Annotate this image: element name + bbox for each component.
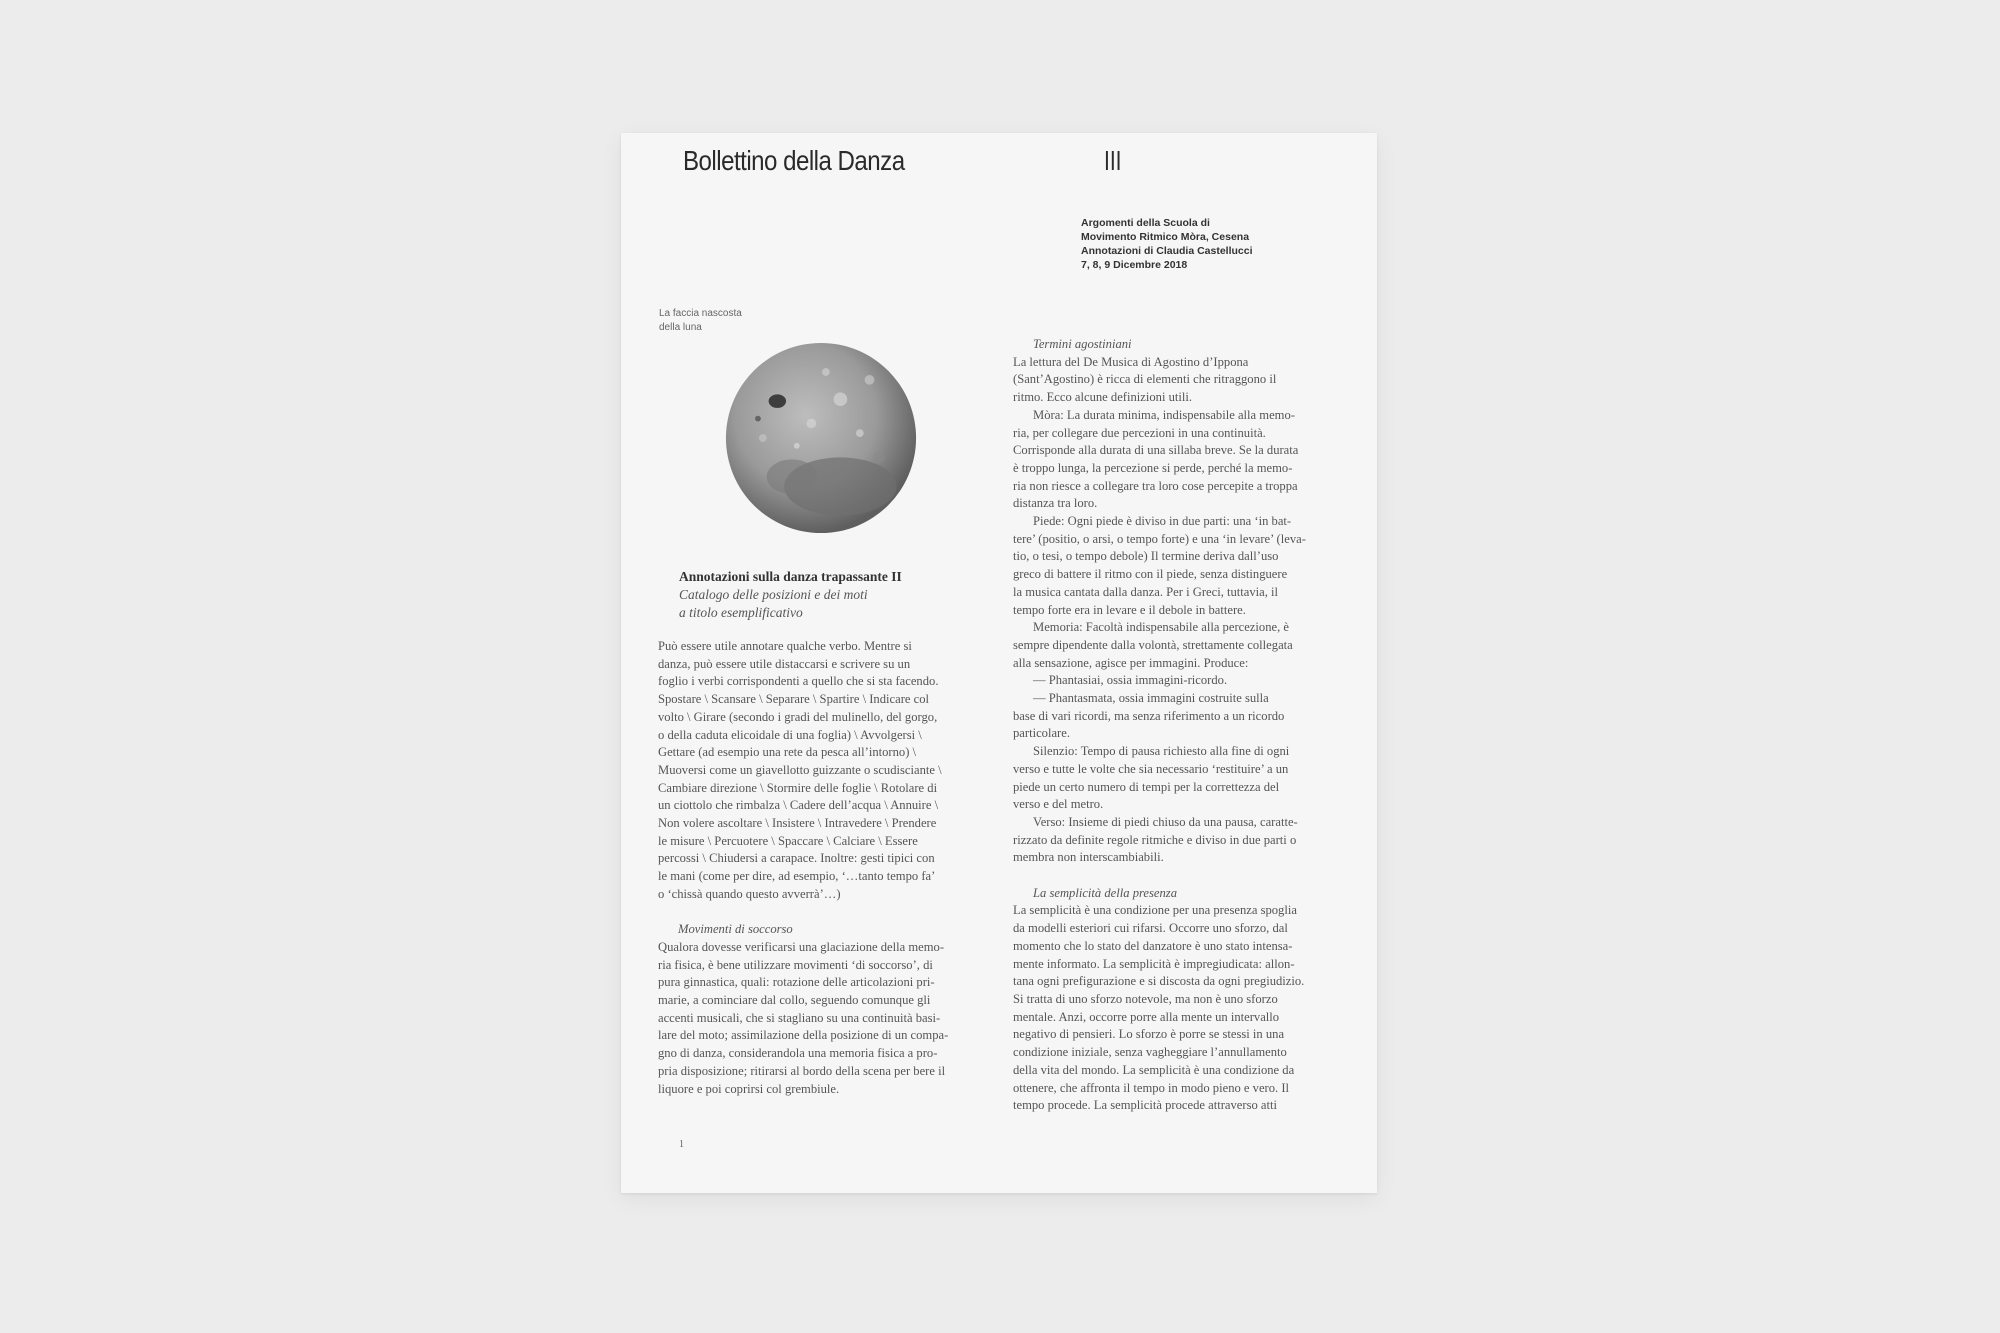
moon-image	[724, 341, 918, 535]
text-line: distanza tra loro.	[1013, 496, 1098, 511]
text-line: verso e del metro.	[1013, 797, 1104, 812]
text-line: lare del moto; assimilazione della posizione di un compa-	[658, 1028, 949, 1043]
text-line: La lettura del De Musica di Agostino d’Ippona	[1013, 354, 1249, 369]
section-title: Termini agostiniani	[1033, 337, 1132, 351]
caption-line: della luna	[659, 322, 702, 333]
text-line: della vita del mondo. La semplicità è una condizione da	[1013, 1062, 1295, 1077]
text-line: marie, a cominciare dal collo, seguendo comunque gli	[658, 993, 931, 1008]
text-line: ria fisica, è bene utilizzare movimenti ‘di soccorso’, di	[658, 957, 933, 972]
text-line: le misure \ Percuotere \ Spaccare \ Calciare \ Essere	[658, 833, 918, 848]
article-title: Annotazioni sulla danza trapassante II	[679, 569, 902, 584]
text-line: Silenzio: Tempo di pausa richiesto alla fine di ogni	[1033, 744, 1290, 759]
list-item: — Phantasiai, ossia immagini-ricordo.	[1033, 673, 1228, 688]
list-item: — Phantasmata, ossia immagini costruite sulla	[1033, 691, 1269, 706]
article-subtitle: a titolo esemplificativo	[679, 605, 803, 620]
issue-number: III	[1104, 145, 1122, 176]
text-line: è troppo lunga, la percezione si perde, perché la memo-	[1013, 460, 1293, 475]
text-line: condizione iniziale, senza vagheggiare l’annullamento	[1013, 1045, 1287, 1060]
text-line: un ciottolo che rimbalza \ Cadere dell’acqua \ Annuire \	[658, 798, 939, 813]
text-line: o della caduta elicoidale di una foglia) \ Avvolgersi \	[658, 727, 922, 742]
text-line: Non volere ascoltare \ Insistere \ Intravedere \ Prendere	[658, 816, 937, 831]
page-title: Bollettino della Danza	[683, 145, 905, 176]
page-number: 1	[679, 1139, 684, 1150]
text-line: verso e tutte le volte che sia necessario ‘restituire’ a un	[1013, 761, 1289, 776]
text-line: accenti musicali, che si stagliano su una continuità basi-	[658, 1010, 941, 1025]
text-line: le mani (come per dire, ad esempio, ‘…tanto tempo fa’	[658, 869, 936, 884]
text-line: volto \ Girare (secondo i gradi del mulinello, del gorgo,	[658, 709, 938, 724]
text-line: pria disposizione; ritirarsi al bordo della scena per bere il	[658, 1063, 946, 1078]
text-line: Spostare \ Scansare \ Separare \ Spartire \ Indicare col	[658, 692, 930, 707]
text-line: ria non riesce a collegare tra loro cose percepite a troppa	[1013, 478, 1298, 493]
text-line: La semplicità è una condizione per una presenza spoglia	[1013, 903, 1297, 918]
text-line: particolare.	[1013, 726, 1070, 741]
text-line: o ‘chissà quando questo avverrà’…)	[658, 886, 841, 901]
right-column	[1013, 336, 1358, 1115]
text-line: Qualora dovesse verificarsi una glaciazione della memo-	[658, 939, 945, 954]
text-line: Può essere utile annotare qualche verbo. Mentre si	[658, 639, 912, 653]
text-line: gno di danza, considerandola una memoria fisica a pro-	[658, 1046, 938, 1061]
text-line: greco di battere il ritmo con il piede, senza distinguere	[1013, 567, 1288, 582]
text-line: Si tratta di uno sforzo notevole, ma non è uno sforzo	[1013, 992, 1278, 1006]
text-line: Mòra: La durata minima, indispensabile alla memo-	[1033, 407, 1295, 422]
text-line: ria, per collegare due percezioni in una continuità.	[1013, 425, 1266, 440]
text-line: membra non interscambiabili.	[1013, 850, 1164, 865]
text-line: alla sensazione, agisce per immagini. Produce:	[1013, 655, 1249, 670]
text-line: foglio i verbi corrispondenti a quello che si sta facendo.	[658, 674, 939, 689]
text-line: momento che lo stato del danzatore è uno stato intensa-	[1013, 938, 1293, 953]
section-title: Movimenti di soccorso	[678, 922, 793, 937]
article-subtitle: Catalogo delle posizioni e dei moti	[679, 587, 868, 602]
section-title: La semplicità della presenza	[1033, 885, 1177, 900]
meta-line: 7, 8, 9 Dicembre 2018	[1081, 259, 1188, 271]
image-caption	[659, 307, 742, 335]
text-line: negativo di pensieri. Lo sforzo è porre se stessi in una	[1013, 1027, 1285, 1042]
text-line: rizzato da definite regole ritmiche e diviso in due parti o	[1013, 832, 1297, 847]
text-line: Gettare (ad esempio una rete da pesca all’intorno) \	[658, 745, 917, 760]
text-line: Muoversi come un giavellotto guizzante o scudisciante \	[658, 762, 942, 777]
text-line: Memoria: Facoltà indispensabile alla percezione, è	[1033, 620, 1289, 635]
text-line: mente informato. La semplicità è impregiudicata: allon-	[1013, 956, 1295, 971]
text-line: tempo forte era in levare e il debole in battere.	[1013, 602, 1246, 617]
left-column	[658, 638, 1018, 1098]
meta-line: Annotazioni di Claudia Castellucci	[1081, 245, 1253, 257]
text-line: tere’ (positio, o arsi, o tempo forte) e una ‘in levare’ (leva-	[1013, 531, 1306, 546]
text-line: Corrisponde alla durata di una sillaba breve. Se la durata	[1013, 443, 1299, 458]
text-line: da modelli esteriori cui rifarsi. Occorre uno sforzo, dal	[1013, 921, 1288, 936]
article-heading	[679, 568, 902, 622]
meta-line: Argomenti della Scuola di	[1081, 217, 1210, 229]
text-line: Verso: Insieme di piedi chiuso da una pausa, caratte-	[1033, 814, 1298, 829]
text-line: danza, può essere utile distaccarsi e scrivere su un	[658, 656, 911, 671]
text-line: liquore e poi coprirsi col grembiule.	[658, 1081, 840, 1096]
header-meta	[1081, 216, 1253, 272]
text-line: sempre dipendente dalla volontà, strettamente collegata	[1013, 637, 1293, 652]
text-line: tempo procede. La semplicità procede attraverso atti	[1013, 1098, 1278, 1113]
caption-line: La faccia nascosta	[659, 308, 742, 319]
text-line: Cambiare direzione \ Stormire delle foglie \ Rotolare di	[658, 780, 938, 795]
text-line: pura ginnastica, quali: rotazione delle articolazioni pri-	[658, 975, 935, 990]
text-line: percossi \ Chiudersi a carapace. Inoltre: gesti tipici con	[658, 851, 935, 866]
text-line: ottenere, che affronta il tempo in modo pieno e vero. Il	[1013, 1080, 1290, 1095]
meta-line: Movimento Ritmico Mòra, Cesena	[1081, 231, 1250, 243]
bulletin-page	[621, 133, 1377, 1193]
text-line: ritmo. Ecco alcune definizioni utili.	[1013, 390, 1193, 405]
text-line: piede un certo numero di tempi per la correttezza del	[1013, 779, 1280, 794]
text-line: tana ogni prefigurazione e si discosta da ogni pregiudizio.	[1013, 974, 1305, 989]
text-line: la musica cantata dalla danza. Per i Greci, tuttavia, il	[1013, 584, 1279, 599]
text-line: mentale. Anzi, occorre porre alla mente un intervallo	[1013, 1009, 1280, 1024]
text-line: tio, o tesi, o tempo debole) Il termine deriva dall’uso	[1013, 549, 1279, 564]
text-line: (Sant’Agostino) è ricca di elementi che ritraggono il	[1013, 372, 1277, 387]
text-line: base di vari ricordi, ma senza riferimento a un ricordo	[1013, 708, 1285, 723]
text-line: Piede: Ogni piede è diviso in due parti: una ‘in bat-	[1033, 514, 1292, 529]
